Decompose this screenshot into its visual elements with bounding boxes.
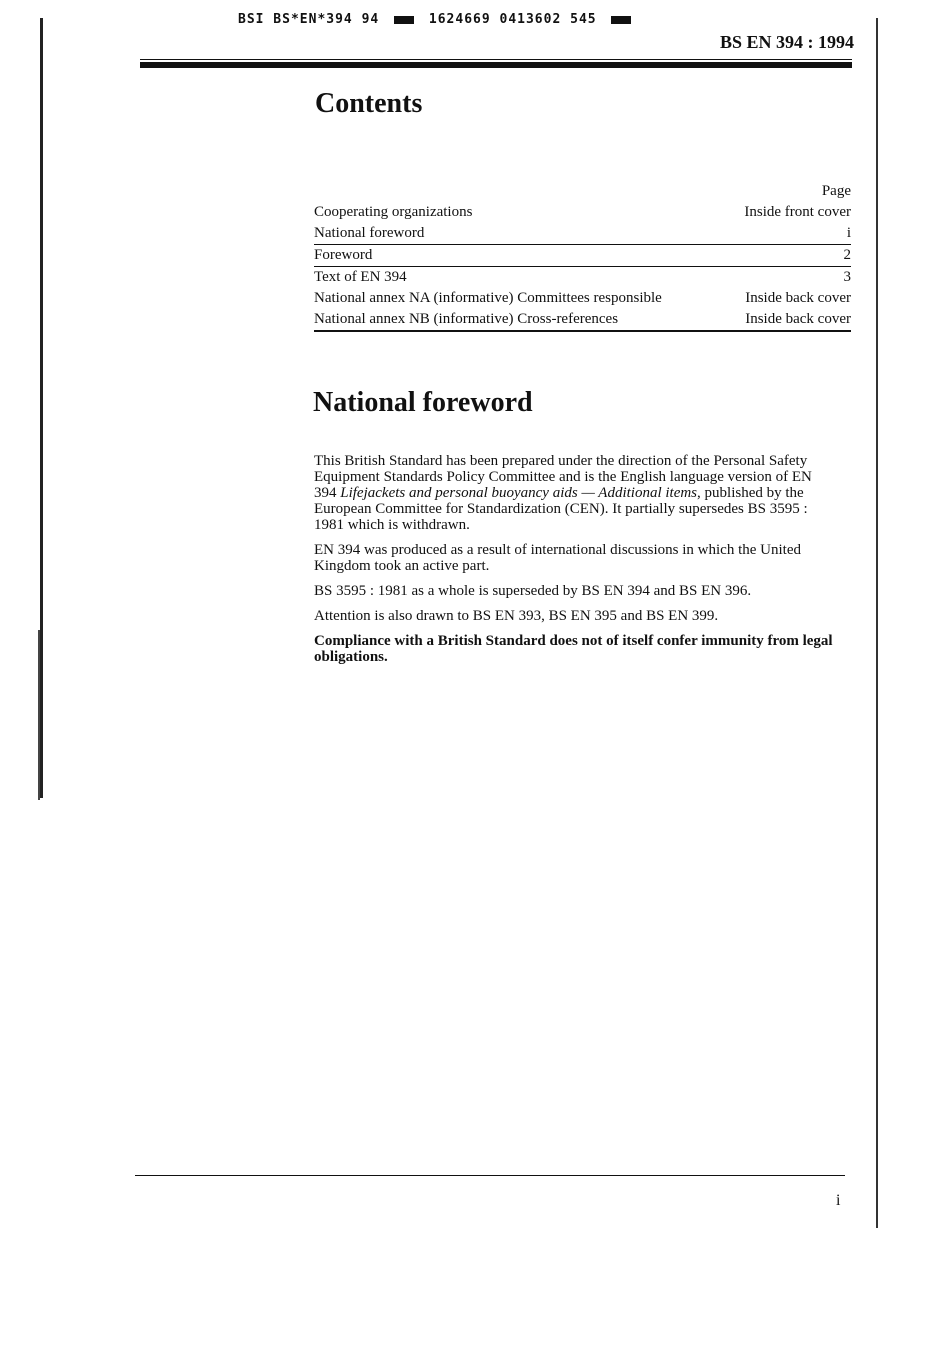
header-rule-thin xyxy=(140,59,852,60)
toc-entry-title: Cooperating organizations xyxy=(314,204,473,220)
toc-entry-page: 2 xyxy=(843,247,851,263)
scan-edge-left-mark xyxy=(38,630,40,800)
scan-block-2 xyxy=(611,16,631,24)
toc-entry xyxy=(314,288,851,309)
foreword-p1-text-end: , published by the European Committee for Standardization (CEN). It partially supersedes BS 3595 : 1981 which is withdrawn. xyxy=(314,485,808,533)
national-foreword-body xyxy=(314,453,834,674)
foreword-paragraph-1 xyxy=(314,453,834,533)
toc-entry xyxy=(314,267,851,288)
table-of-contents xyxy=(314,183,851,332)
scan-code-mid: 1624669 0413602 xyxy=(428,12,562,27)
foreword-p1-standard-title: Lifejackets and personal buoyancy aids — Additional items xyxy=(340,485,698,501)
toc-entry xyxy=(314,202,851,223)
toc-entry-title: National foreword xyxy=(314,225,425,241)
toc-entry-page: Inside back cover xyxy=(745,290,851,306)
toc-entry-page: Inside front cover xyxy=(744,204,851,220)
foreword-paragraph-2: EN 394 was produced as a result of international discussions in which the United Kingdom took an active part. xyxy=(314,542,801,574)
footer-rule xyxy=(135,1175,845,1176)
document-number: BS EN 394 : 1994 xyxy=(719,32,854,52)
toc-entry xyxy=(314,309,851,332)
toc-entry-page: Inside back cover xyxy=(745,311,851,327)
toc-entry-title: Text of EN 394 xyxy=(314,269,407,285)
scan-code: BSI BS*EN*394 94 xyxy=(238,12,380,27)
header-rule-thick xyxy=(140,62,852,68)
foreword-compliance-note: Compliance with a British Standard does not of itself confer immunity from legal obligations. xyxy=(314,633,833,665)
scan-edge-right xyxy=(876,18,878,1228)
toc-entry xyxy=(314,245,851,267)
scan-code-line xyxy=(238,12,637,27)
contents-title: Contents xyxy=(315,88,423,119)
toc-entry-page: i xyxy=(846,225,851,241)
page-number: i xyxy=(836,1192,841,1209)
scan-block-1 xyxy=(394,16,414,24)
national-foreword-title: National foreword xyxy=(313,387,533,418)
toc-entry-page: 3 xyxy=(843,269,851,285)
foreword-paragraph-3: BS 3595 : 1981 as a whole is superseded by BS EN 394 and BS EN 396. xyxy=(314,583,752,599)
foreword-p1-text: This British Standard has been prepared under the direction of the Personal Safety Equipment Standards Policy Committee and is the English language version of EN 394 xyxy=(314,453,812,501)
foreword-paragraph-4: Attention is also drawn to BS EN 393, BS EN 395 and BS EN 399. xyxy=(314,608,719,624)
toc-entry xyxy=(314,223,851,245)
scan-edge-left xyxy=(40,18,43,798)
scan-code-end: 545 xyxy=(570,12,597,27)
toc-entry-title: Foreword xyxy=(314,247,373,263)
toc-entry-title: National annex NA (informative) Committees responsible xyxy=(314,290,662,306)
toc-page-header: Page xyxy=(821,183,851,199)
toc-entry-title: National annex NB (informative) Cross-references xyxy=(314,311,619,327)
